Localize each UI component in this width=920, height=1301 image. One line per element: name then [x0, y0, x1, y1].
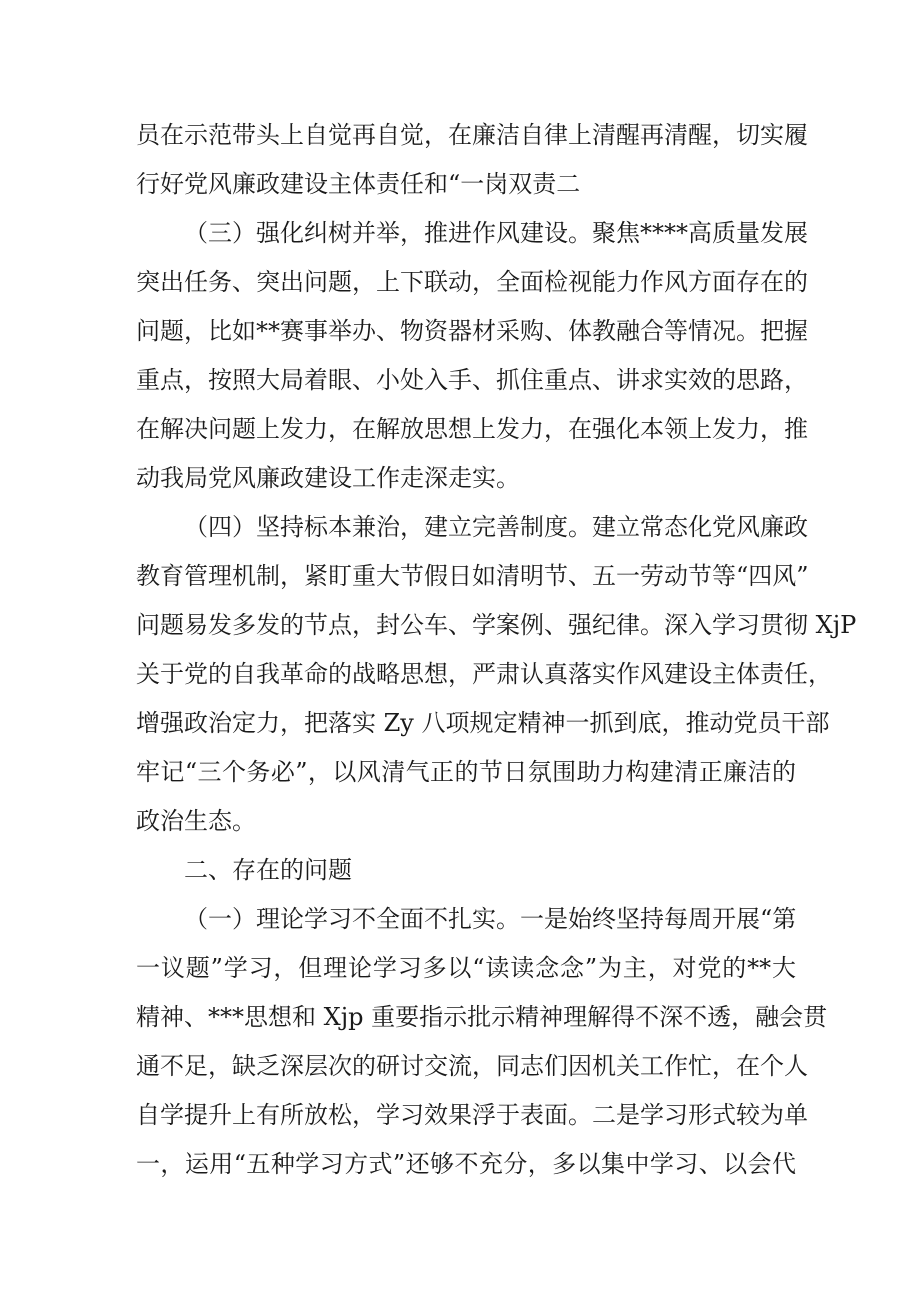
text-line: 教育管理机制，紧盯重大节假日如清明节、五一劳动节等“四风” — [136, 562, 809, 590]
text-line: 问题，比如**赛事举办、物资器材采购、体教融合等情况。把握 — [136, 317, 808, 345]
text-line: 问题易发多发的节点，封公车、学案例、强纪律。深入学习贯彻 XjP — [136, 611, 857, 639]
text-line: 行好党风廉政建设主体责任和“一岗双责二 — [136, 170, 581, 198]
text-line: 增强政治定力，把落实 Zy 八项规定精神一抓到底，推动党员干部 — [136, 709, 830, 737]
section-heading-line: （三）强化纠树并举，推进作风建设。聚焦****高质量发展 — [184, 219, 808, 247]
text-line: 关于党的自我革命的战略思想，严肃认真落实作风建设主体责任， — [136, 660, 832, 688]
text-line: 牢记“三个务必”，以风清气正的节日氛围助力构建清正廉洁的 — [136, 758, 796, 786]
text-line: 重点，按照大局着眼、小处入手、抓住重点、讲求实效的思路， — [136, 366, 808, 394]
text-line: 一议题”学习，但理论学习多以“读读念念”为主，对党的**大 — [136, 954, 796, 982]
text-line: 动我局党风廉政建设工作走深走实。 — [136, 464, 520, 492]
text-line: 突出任务、突出问题，上下联动，全面检视能力作风方面存在的 — [136, 268, 808, 296]
text-line: 精神、***思想和 Xjp 重要指示批示精神理解得不深不透，融会贯 — [136, 1003, 828, 1031]
text-line: 通不足，缺乏深层次的研讨交流，同志们因机关工作忙，在个人 — [136, 1052, 808, 1080]
text-line: 自学提升上有所放松，学习效果浮于表面。二是学习形式较为单 — [136, 1101, 808, 1129]
text-line: 一，运用“五种学习方式”还够不充分，多以集中学习、以会代 — [136, 1150, 796, 1178]
text-line: 员在示范带头上自觉再自觉，在廉洁自律上清醒再清醒，切实履 — [136, 121, 808, 149]
chapter-heading: 二、存在的问题 — [184, 856, 352, 884]
section-heading-line: （四）坚持标本兼治，建立完善制度。建立常态化党风廉政 — [184, 513, 808, 541]
text-line: 政治生态。 — [136, 807, 256, 835]
section-heading-line: （一）理论学习不全面不扎实。一是始终坚持每周开展“第 — [184, 905, 797, 933]
text-line: 在解决问题上发力，在解放思想上发力，在强化本领上发力，推 — [136, 415, 808, 443]
